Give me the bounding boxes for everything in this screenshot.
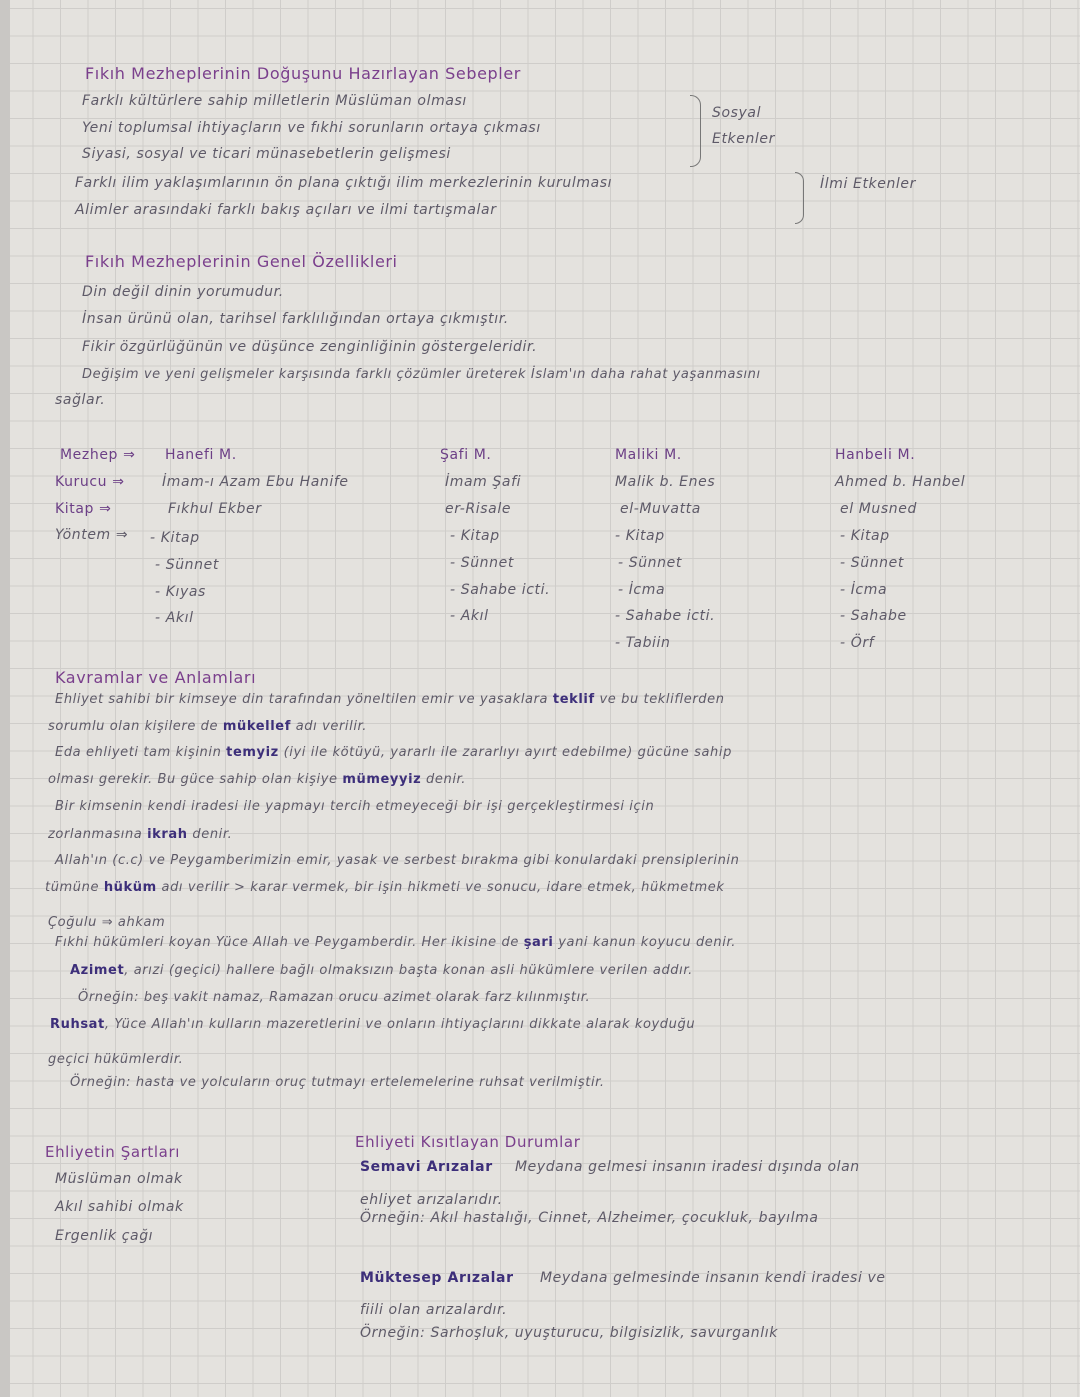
method: - Sahabe icti. — [450, 582, 551, 598]
muktesep-example: Örneğin: Sarhoşluk, uyuşturucu, bilgisizlik, savurganlık — [360, 1325, 778, 1341]
method: - Kitap — [450, 528, 500, 544]
brace — [690, 95, 701, 167]
semavi-example: Örneğin: Akıl hastalığı, Cinnet, Alzheimer, çocukluk, bayılma — [360, 1210, 819, 1226]
brace — [795, 172, 804, 224]
list-item: Farklı kültürlere sahip milletlerin Müslüman olması — [82, 93, 467, 109]
key-term: Azimet — [70, 963, 125, 978]
muktesep-text: Meydana gelmesinde insanın kendi iradesi ve — [540, 1270, 886, 1286]
mezhep-name: Hanefi M. — [165, 447, 237, 463]
concept-line — [70, 1075, 605, 1090]
concept-line — [55, 692, 725, 707]
text: sorumlu olan kişilere de — [48, 719, 223, 734]
concept-line — [70, 963, 693, 978]
text: zorlanmasına — [48, 827, 148, 842]
text: , arızi (geçici) hallere bağlı olmaksızın başta konan asli hükümlere verilen addır. — [124, 963, 693, 978]
method: - Sahabe icti. — [615, 608, 716, 624]
book: Fıkhul Ekber — [168, 501, 262, 517]
text: denir. — [421, 772, 467, 787]
mezhep-name: Maliki M. — [615, 447, 682, 463]
concept-line — [55, 853, 739, 868]
row-label: Kitap ⇒ — [55, 501, 112, 517]
method: - Sahabe — [840, 608, 907, 624]
key-term: mükellef — [222, 719, 291, 734]
list-item: İnsan ürünü olan, tarihsel farklılığından ortaya çıkmıştır. — [82, 311, 509, 327]
founder: İmam-ı Azam Ebu Hanife — [162, 474, 349, 490]
method: - Akıl — [450, 608, 489, 624]
key-term: teklif — [552, 692, 595, 707]
concept-line — [45, 880, 725, 895]
semavi-text2: ehliyet arızalarıdır. — [360, 1192, 503, 1208]
founder: Malik b. Enes — [615, 474, 716, 490]
row-label: Yöntem ⇒ — [55, 527, 129, 543]
method: - Akıl — [155, 610, 194, 626]
key-term: şari — [523, 935, 554, 950]
section5-title: Ehliyeti Kısıtlayan Durumlar — [355, 1133, 581, 1151]
concept-line — [78, 990, 590, 1005]
list-item: Ergenlik çağı — [55, 1228, 154, 1244]
method: - Tabiin — [615, 635, 671, 651]
method: - İcma — [840, 582, 888, 598]
text: geçici hükümlerdir. — [48, 1052, 184, 1067]
key-term: temyiz — [226, 745, 279, 760]
group-label-social: Sosyal Etkenler — [712, 105, 775, 147]
muktesep-title: Müktesep Arızalar — [360, 1270, 514, 1286]
key-term: Ruhsat — [50, 1017, 105, 1032]
section1-title: Fıkıh Mezheplerinin Doğuşunu Hazırlayan Sebepler — [85, 64, 521, 83]
text: denir. — [187, 827, 233, 842]
list-item: Siyasi, sosyal ve ticari münasebetlerin gelişmesi — [82, 146, 451, 162]
text: Eda ehliyeti tam kişinin — [55, 745, 227, 760]
book: el-Muvatta — [620, 501, 701, 517]
text: adı verilir. — [290, 719, 368, 734]
text: ve bu tekliflerden — [594, 692, 725, 707]
section4-title: Ehliyetin Şartları — [45, 1143, 181, 1161]
text: Çoğulu ⇒ ahkam — [48, 915, 166, 930]
list-item: Akıl sahibi olmak — [55, 1199, 184, 1215]
method: - Kitap — [150, 530, 200, 546]
group-label-scientific: İlmi Etkenler — [820, 176, 916, 192]
book: el Musned — [840, 501, 917, 517]
method: - Örf — [840, 635, 875, 651]
list-item: Farklı ilim yaklaşımlarının ön plana çıktığı ilim merkezlerinin kurulması — [75, 175, 613, 191]
text: Bir kimsenin kendi iradesi ile yapmayı tercih etmeyeceği bir işi gerçekleştirmesi için — [55, 799, 655, 814]
text: Fıkhi hükümleri koyan Yüce Allah ve Peygamberdir. Her ikisine de — [55, 935, 524, 950]
key-term: ikrah — [147, 827, 188, 842]
concept-line — [55, 745, 732, 760]
semavi-title: Semavi Arızalar — [360, 1159, 493, 1175]
muktesep-text2: fiili olan arızalardır. — [360, 1302, 508, 1318]
concept-line — [48, 827, 232, 842]
method: - Sünnet — [450, 555, 514, 571]
text: Ehliyet sahibi bir kimseye din tarafından yöneltilen emir ve yasaklara — [55, 692, 553, 707]
section2-title: Fıkıh Mezheplerinin Genel Özellikleri — [85, 252, 398, 271]
method: - Kitap — [615, 528, 665, 544]
list-item: Din değil dinin yorumudur. — [82, 284, 284, 300]
list-item: Alimler arasındaki farklı bakış açıları ve ilmi tartışmalar — [75, 202, 497, 218]
text: Örneğin: hasta ve yolcuların oruç tutmayı ertelemelerine ruhsat verilmiştir. — [70, 1075, 605, 1090]
list-item: Müslüman olmak — [55, 1171, 183, 1187]
row-label: Mezhep ⇒ — [60, 447, 136, 463]
method: - Sünnet — [618, 555, 682, 571]
text: adı verilir > karar vermek, bir işin hikmeti ve sonucu, idare etmek, hükmetmek — [156, 880, 725, 895]
list-item-cont: sağlar. — [55, 392, 106, 408]
list-item: Yeni toplumsal ihtiyaçların ve fıkhi sorunların ortaya çıkması — [82, 120, 541, 136]
text: , Yüce Allah'ın kulların mazeretlerini ve onların ihtiyaçlarını dikkate alarak koyduğu — [104, 1017, 696, 1032]
method: - Sünnet — [155, 557, 219, 573]
text: tümüne — [45, 880, 104, 895]
list-item: Değişim ve yeni gelişmeler karşısında farklı çözümler üreterek İslam'ın daha rahat yaşanmasını — [82, 367, 761, 382]
concept-line — [48, 915, 165, 930]
method: - Kitap — [840, 528, 890, 544]
list-item: Fikir özgürlüğünün ve düşünce zenginliğinin göstergeleridir. — [82, 339, 538, 355]
text: (iyi ile kötüyü, yararlı ile zararlıyı ayırt edebilme) gücüne sahip — [278, 745, 732, 760]
text: olması gerekir. Bu güce sahip olan kişiye — [48, 772, 343, 787]
key-term: mümeyyiz — [342, 772, 422, 787]
key-term: hüküm — [103, 880, 157, 895]
concept-line — [55, 799, 654, 814]
concept-line — [48, 719, 367, 734]
method: - İcma — [618, 582, 666, 598]
text: Allah'ın (c.c) ve Peygamberimizin emir, yasak ve serbest bırakma gibi konulardaki prensiplerinin — [55, 853, 740, 868]
concept-line — [48, 1052, 183, 1067]
mezhep-name: Hanbeli M. — [835, 447, 916, 463]
text: yani kanun koyucu denir. — [553, 935, 736, 950]
text: Örneğin: beş vakit namaz, Ramazan orucu azimet olarak farz kılınmıştır. — [78, 990, 591, 1005]
founder: İmam Şafi — [445, 474, 522, 490]
method: - Sünnet — [840, 555, 904, 571]
page-edge — [0, 0, 10, 1397]
mezhep-name: Şafi M. — [440, 447, 492, 463]
method: - Kıyas — [155, 584, 206, 600]
founder: Ahmed b. Hanbel — [835, 474, 966, 490]
concept-line — [55, 935, 736, 950]
book: er-Risale — [445, 501, 512, 517]
section3-title: Kavramlar ve Anlamları — [55, 668, 257, 687]
concept-line — [48, 772, 466, 787]
concept-line — [50, 1017, 695, 1032]
row-label: Kurucu ⇒ — [55, 474, 125, 490]
semavi-text: Meydana gelmesi insanın iradesi dışında olan — [515, 1159, 860, 1175]
